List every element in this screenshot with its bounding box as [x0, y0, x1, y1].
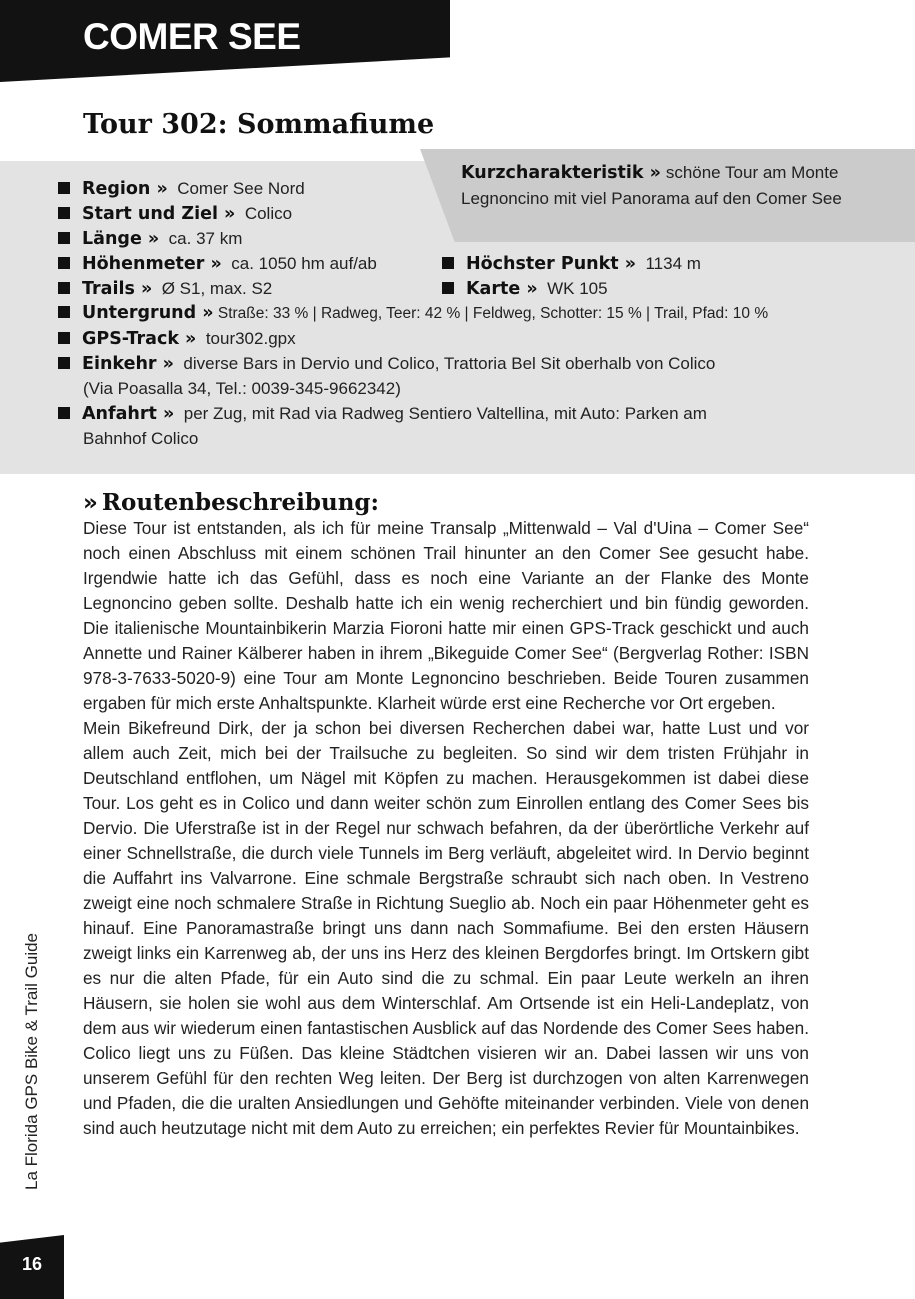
- info-value: 1134 m: [645, 254, 701, 273]
- paragraph: Diese Tour ist entstanden, als ich für meine Transalp „Mittenwald – Val d'Uina – Comer See“ noch einen Abschluss mit einem schönen Trail hinunter an den Comer See gesucht habe. Irgendwie hatte ich das Gefühl, dass es noch eine Variante an der Flanke des Monte Legnoncino geben sollte. Deshalb hatte ich ein wenig recherchiert und bin fündig geworden. Die italienische Mountainbikerin Marzia Fioroni hatte mir einen GPS-Track geschickt und auch Annette und Rainer Kälberer haben in ihrem „Bikeguide Comer See“ (Bergverlag Rother: ISBN 978-3-7633-5020-9) eine Tour am Monte Legnoncino beschrieben. Beide Touren zusammen ergaben für mich erste Anhaltspunkte. Klarheit würde erst eine Recherche vor Ort ergeben.: [83, 518, 809, 713]
- info-map: [442, 276, 608, 302]
- info-label: Anfahrt »: [82, 404, 175, 424]
- info-value: tour302.gpx: [205, 329, 296, 348]
- bullet-icon: [58, 182, 70, 194]
- info-label: Start und Ziel »: [82, 204, 236, 224]
- bullet-icon: [442, 257, 454, 269]
- info-food: [58, 351, 715, 377]
- info-elevation: [58, 251, 377, 277]
- bullet-icon: [58, 257, 70, 269]
- info-value: Colico: [244, 204, 293, 223]
- info-label: Karte »: [466, 279, 538, 299]
- bullet-icon: [58, 357, 70, 369]
- info-label: Trails »: [82, 279, 153, 299]
- chevron-right-icon: »: [83, 490, 98, 516]
- info-label: Höchster Punkt »: [466, 254, 637, 274]
- info-value: ca. 1050 hm auf/ab: [231, 254, 377, 273]
- short-characteristic-text: schöne Tour am Monte Legnoncino mit viel Panorama auf den Comer See: [461, 163, 842, 208]
- info-label: Untergrund »: [82, 303, 214, 323]
- bullet-icon: [58, 332, 70, 344]
- route-description: [83, 516, 809, 1141]
- info-value: Comer See Nord: [177, 179, 305, 198]
- info-trails: [58, 276, 272, 302]
- info-value: ca. 37 km: [168, 229, 243, 248]
- guide-side-title: La Florida GPS Bike & Trail Guide: [22, 932, 41, 1190]
- tour-title: Tour 302: Sommafiume: [83, 109, 435, 140]
- bullet-icon: [58, 207, 70, 219]
- info-arrival-continued: Bahnhof Colico: [83, 429, 199, 448]
- info-start: [58, 201, 292, 227]
- info-value: WK 105: [547, 279, 608, 298]
- info-arrival: [58, 401, 707, 427]
- paragraph: Mein Bikefreund Dirk, der ja schon bei diversen Recherchen dabei war, hatte Lust und vor allem auch Zeit, mich bei der Trailsuche zu begleiten. So sind wir dem tristen Frühjahr in Deutschland entflohen, um Nägel mit Köpfen zu machen. Herausgekommen ist dabei diese Tour. Los geht es in Colico und dann weiter schön zum Einrollen entlang des Comer Sees bis Dervio. Die Uferstraße ist in der Regel nur schwach befahren, da der überörtliche Verkehr auf einer Schnellstraße, die durch viele Tunnels im Berg verläuft, abgeleitet wird. In Dervio beginnt die Auffahrt ins Valvarrone. Eine schmale Bergstraße schraubt sich nach oben. In Vestreno zweigt eine noch schmalere Straße in Richtung Sueglio ab. Noch ein paar Höhenmeter geht es hinauf. Eine Panoramastraße bringt uns dann nach Sommafiume. Bei den ersten Häusern zweigt links ein Karrenweg ab, der uns ins Herz des kleinen Bergdorfes bringt. Im Ortskern gibt es nur die alten Pfade, für ein Auto sind die zu schmal. Ein paar Leute werkeln an ihren Häusern, sie holen sie wohl aus dem Winterschlaf. Am Ortsende ist ein Heli-Landeplatz, von dem aus wir wiederum einen fantastischen Ausblick auf das Nordende des Comer Sees haben. Colico liegt uns zu Füßen. Das kleine Städtchen visieren wir an. Dabei lassen wir uns von unserem Gefühl für den rechten Weg leiten. Der Berg ist durchzogen von alten Karrenwegen und Pfaden, die die uralten Ansiedlungen und Gehöfte miteinander verbinden. Viele von denen sind auch heutzutage nicht mit dem Auto zu erreichen; ein perfektes Revier für Mountainbikes.: [83, 718, 809, 1138]
- short-characteristic: [461, 160, 861, 211]
- info-highest-point: [442, 251, 701, 277]
- info-gps-track: [58, 326, 296, 352]
- info-surface: [58, 301, 768, 326]
- info-label: Einkehr »: [82, 354, 174, 374]
- bullet-icon: [58, 232, 70, 244]
- info-label: Höhenmeter »: [82, 254, 222, 274]
- info-value: Straße: 33 % | Radweg, Teer: 42 % | Feldweg, Schotter: 15 % | Trail, Pfad: 10 %: [217, 305, 769, 322]
- info-value: Ø S1, max. S2: [161, 279, 273, 298]
- bullet-icon: [58, 282, 70, 294]
- info-value: per Zug, mit Rad via Radweg Sentiero Valtellina, mit Auto: Parken am: [183, 404, 707, 423]
- info-region: [58, 176, 305, 202]
- info-food-continued: (Via Poasalla 34, Tel.: 0039-345-9662342): [83, 379, 401, 398]
- info-label: Region »: [82, 179, 168, 199]
- bullet-icon: [58, 407, 70, 419]
- route-heading-text: Routenbeschreibung:: [101, 489, 379, 516]
- bullet-icon: [442, 282, 454, 294]
- page-number: 16: [22, 1254, 43, 1274]
- info-length: [58, 226, 242, 252]
- short-characteristic-label: Kurzcharakteristik »: [461, 163, 661, 183]
- info-label: GPS-Track »: [82, 329, 197, 349]
- route-heading: [83, 489, 379, 516]
- bullet-icon: [58, 306, 70, 318]
- info-value: diverse Bars in Dervio und Colico, Trattoria Bel Sit oberhalb von Colico: [183, 354, 716, 373]
- chapter-title: COMER SEE: [83, 16, 301, 57]
- info-label: Länge »: [82, 229, 160, 249]
